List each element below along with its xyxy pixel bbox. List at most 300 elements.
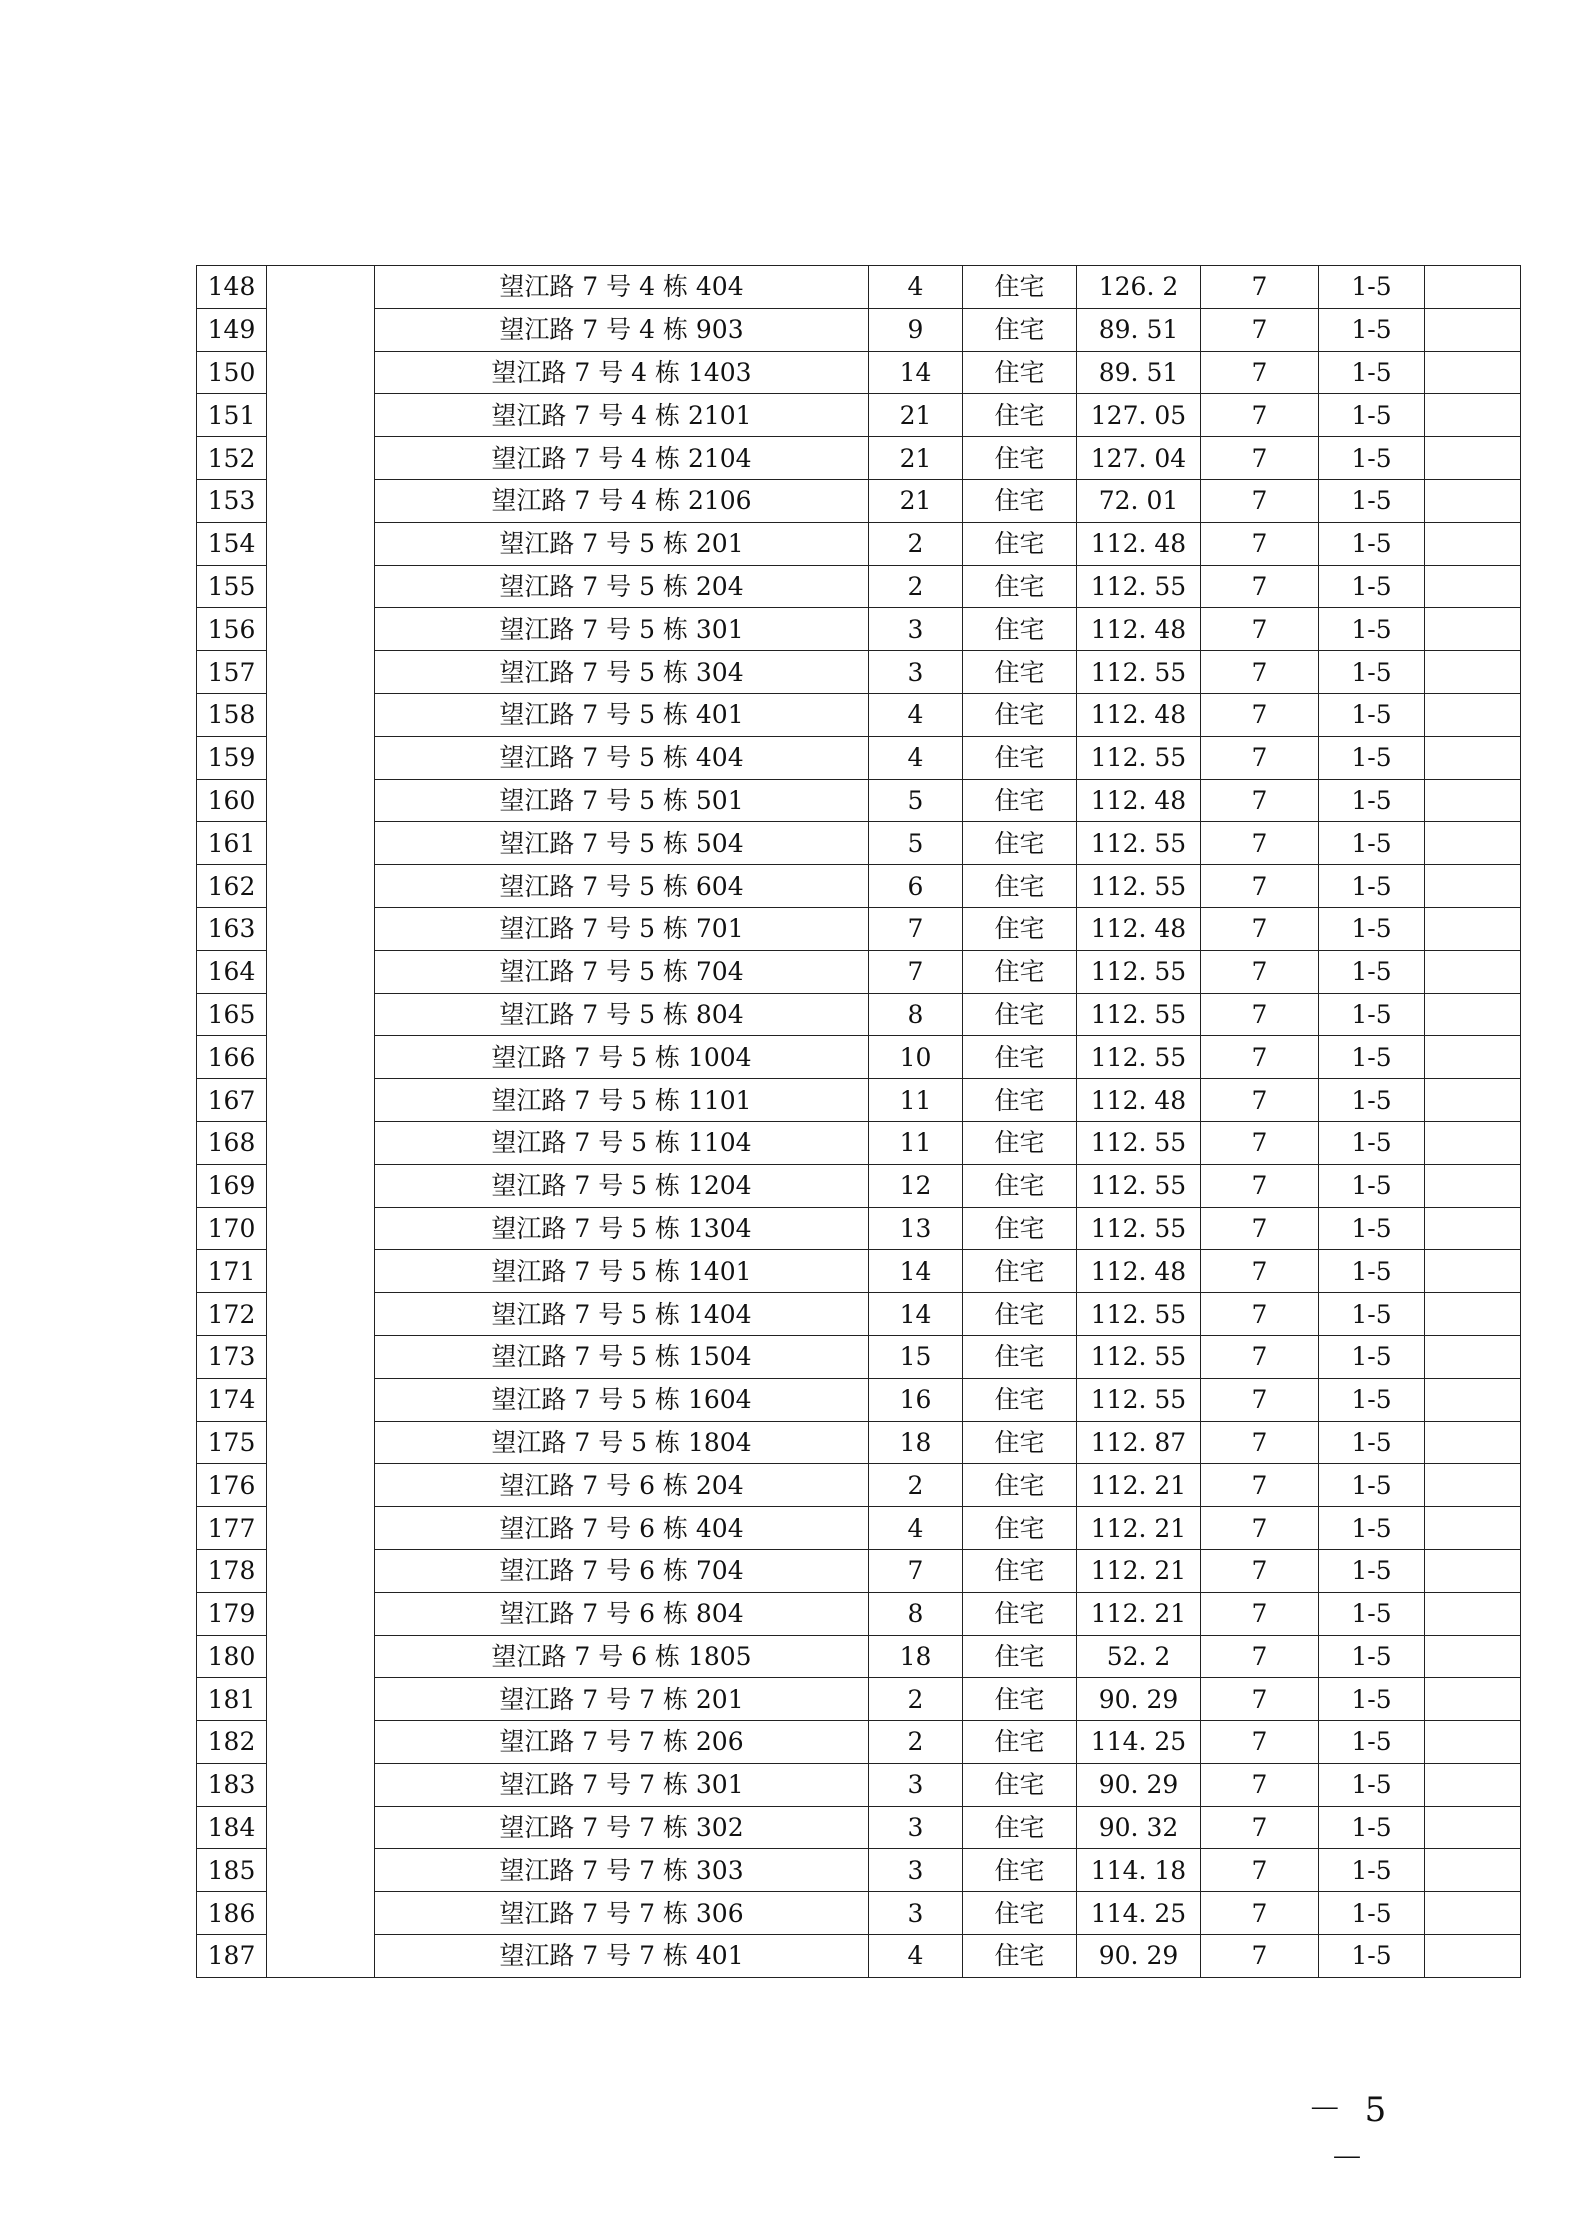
area-cell: 114. 25	[1077, 1721, 1201, 1764]
col9-cell	[1425, 1464, 1521, 1507]
row-number-cell: 157	[197, 651, 267, 694]
col9-cell	[1425, 993, 1521, 1036]
row-number-cell: 160	[197, 779, 267, 822]
address-cell: 望江路 7 号 5 栋 1804	[375, 1421, 869, 1464]
usage-cell: 住宅	[963, 1592, 1077, 1635]
row-number-cell: 174	[197, 1378, 267, 1421]
address-cell: 望江路 7 号 7 栋 301	[375, 1763, 869, 1806]
area-cell: 90. 32	[1077, 1806, 1201, 1849]
usage-cell: 住宅	[963, 522, 1077, 565]
address-cell: 望江路 7 号 5 栋 1204	[375, 1164, 869, 1207]
col7-cell: 7	[1201, 1079, 1319, 1122]
address-cell: 望江路 7 号 7 栋 201	[375, 1678, 869, 1721]
col7-cell: 7	[1201, 608, 1319, 651]
col8-cell: 1-5	[1319, 1892, 1425, 1935]
address-cell: 望江路 7 号 5 栋 501	[375, 779, 869, 822]
col7-cell: 7	[1201, 522, 1319, 565]
area-cell: 112. 55	[1077, 993, 1201, 1036]
floor-cell: 7	[869, 950, 963, 993]
col7-cell: 7	[1201, 1293, 1319, 1336]
area-cell: 112. 55	[1077, 1293, 1201, 1336]
usage-cell: 住宅	[963, 1549, 1077, 1592]
col7-cell: 7	[1201, 1763, 1319, 1806]
col7-cell: 7	[1201, 1806, 1319, 1849]
area-cell: 112. 48	[1077, 1250, 1201, 1293]
floor-cell: 14	[869, 1293, 963, 1336]
floor-cell: 4	[869, 736, 963, 779]
col8-cell: 1-5	[1319, 1421, 1425, 1464]
usage-cell: 住宅	[963, 693, 1077, 736]
floor-cell: 11	[869, 1079, 963, 1122]
address-cell: 望江路 7 号 5 栋 604	[375, 865, 869, 908]
area-cell: 114. 18	[1077, 1849, 1201, 1892]
address-cell: 望江路 7 号 7 栋 306	[375, 1892, 869, 1935]
address-cell: 望江路 7 号 6 栋 1805	[375, 1635, 869, 1678]
floor-cell: 4	[869, 266, 963, 309]
usage-cell: 住宅	[963, 1079, 1077, 1122]
row-number-cell: 162	[197, 865, 267, 908]
area-cell: 112. 55	[1077, 736, 1201, 779]
row-number-cell: 153	[197, 479, 267, 522]
col9-cell	[1425, 394, 1521, 437]
floor-cell: 8	[869, 1592, 963, 1635]
table-row	[197, 308, 1521, 351]
floor-cell: 21	[869, 437, 963, 480]
floor-cell: 2	[869, 1464, 963, 1507]
col8-cell: 1-5	[1319, 693, 1425, 736]
table-row	[197, 779, 1521, 822]
area-cell: 112. 48	[1077, 693, 1201, 736]
floor-cell: 6	[869, 865, 963, 908]
col7-cell: 7	[1201, 1592, 1319, 1635]
col7-cell: 7	[1201, 351, 1319, 394]
area-cell: 112. 21	[1077, 1464, 1201, 1507]
area-cell: 112. 48	[1077, 779, 1201, 822]
table-row	[197, 1549, 1521, 1592]
col7-cell: 7	[1201, 266, 1319, 309]
table-row	[197, 266, 1521, 309]
col8-cell: 1-5	[1319, 1678, 1425, 1721]
col9-cell	[1425, 1635, 1521, 1678]
col8-cell: 1-5	[1319, 394, 1425, 437]
col8-cell: 1-5	[1319, 479, 1425, 522]
row-number-cell: 170	[197, 1207, 267, 1250]
col9-cell	[1425, 865, 1521, 908]
row-number-cell: 186	[197, 1892, 267, 1935]
floor-cell: 12	[869, 1164, 963, 1207]
col8-cell: 1-5	[1319, 1036, 1425, 1079]
col7-cell: 7	[1201, 1507, 1319, 1550]
col7-cell: 7	[1201, 1036, 1319, 1079]
row-number-cell: 169	[197, 1164, 267, 1207]
area-cell: 112. 48	[1077, 907, 1201, 950]
col9-cell	[1425, 1164, 1521, 1207]
row-number-cell: 150	[197, 351, 267, 394]
floor-cell: 3	[869, 651, 963, 694]
col8-cell: 1-5	[1319, 1335, 1425, 1378]
area-cell: 112. 21	[1077, 1549, 1201, 1592]
table-row	[197, 565, 1521, 608]
usage-cell: 住宅	[963, 950, 1077, 993]
col9-cell	[1425, 1549, 1521, 1592]
area-cell: 112. 55	[1077, 950, 1201, 993]
table-row	[197, 693, 1521, 736]
row-number-cell: 187	[197, 1935, 267, 1978]
row-number-cell: 177	[197, 1507, 267, 1550]
col8-cell: 1-5	[1319, 608, 1425, 651]
col7-cell: 7	[1201, 993, 1319, 1036]
usage-cell: 住宅	[963, 1678, 1077, 1721]
col9-cell	[1425, 266, 1521, 309]
col9-cell	[1425, 736, 1521, 779]
usage-cell: 住宅	[963, 822, 1077, 865]
address-cell: 望江路 7 号 5 栋 1304	[375, 1207, 869, 1250]
table-row	[197, 993, 1521, 1036]
usage-cell: 住宅	[963, 351, 1077, 394]
floor-cell: 3	[869, 1763, 963, 1806]
table-row	[197, 1464, 1521, 1507]
col8-cell: 1-5	[1319, 1464, 1425, 1507]
usage-cell: 住宅	[963, 308, 1077, 351]
page-number: － 5 －	[1307, 2090, 1393, 2179]
table-row	[197, 822, 1521, 865]
floor-cell: 3	[869, 608, 963, 651]
col8-cell: 1-5	[1319, 1293, 1425, 1336]
col7-cell: 7	[1201, 950, 1319, 993]
col7-cell: 7	[1201, 907, 1319, 950]
col9-cell	[1425, 308, 1521, 351]
address-cell: 望江路 7 号 5 栋 1404	[375, 1293, 869, 1336]
row-number-cell: 172	[197, 1293, 267, 1336]
col7-cell: 7	[1201, 1207, 1319, 1250]
table-row	[197, 950, 1521, 993]
area-cell: 112. 55	[1077, 565, 1201, 608]
usage-cell: 住宅	[963, 1335, 1077, 1378]
col8-cell: 1-5	[1319, 907, 1425, 950]
floor-cell: 4	[869, 1935, 963, 1978]
col8-cell: 1-5	[1319, 1079, 1425, 1122]
col8-cell: 1-5	[1319, 1507, 1425, 1550]
col8-cell: 1-5	[1319, 1164, 1425, 1207]
floor-cell: 2	[869, 1678, 963, 1721]
col9-cell	[1425, 1293, 1521, 1336]
col7-cell: 7	[1201, 1421, 1319, 1464]
usage-cell: 住宅	[963, 1293, 1077, 1336]
address-cell: 望江路 7 号 5 栋 1604	[375, 1378, 869, 1421]
floor-cell: 9	[869, 308, 963, 351]
area-cell: 112. 87	[1077, 1421, 1201, 1464]
floor-cell: 7	[869, 1549, 963, 1592]
row-number-cell: 167	[197, 1079, 267, 1122]
col7-cell: 7	[1201, 479, 1319, 522]
col9-cell	[1425, 1378, 1521, 1421]
address-cell: 望江路 7 号 5 栋 1104	[375, 1121, 869, 1164]
address-cell: 望江路 7 号 4 栋 404	[375, 266, 869, 309]
area-cell: 127. 04	[1077, 437, 1201, 480]
address-cell: 望江路 7 号 6 栋 704	[375, 1549, 869, 1592]
area-cell: 112. 55	[1077, 822, 1201, 865]
usage-cell: 住宅	[963, 993, 1077, 1036]
floor-cell: 4	[869, 693, 963, 736]
row-number-cell: 181	[197, 1678, 267, 1721]
table-row	[197, 1806, 1521, 1849]
row-number-cell: 159	[197, 736, 267, 779]
table-row	[197, 1421, 1521, 1464]
table-row	[197, 736, 1521, 779]
table-row	[197, 608, 1521, 651]
col7-cell: 7	[1201, 1849, 1319, 1892]
usage-cell: 住宅	[963, 1763, 1077, 1806]
area-cell: 89. 51	[1077, 351, 1201, 394]
table-row	[197, 1378, 1521, 1421]
col9-cell	[1425, 479, 1521, 522]
row-number-cell: 173	[197, 1335, 267, 1378]
table-row	[197, 1079, 1521, 1122]
row-number-cell: 154	[197, 522, 267, 565]
floor-cell: 16	[869, 1378, 963, 1421]
address-cell: 望江路 7 号 5 栋 404	[375, 736, 869, 779]
address-cell: 望江路 7 号 6 栋 204	[375, 1464, 869, 1507]
col7-cell: 7	[1201, 1250, 1319, 1293]
row-number-cell: 166	[197, 1036, 267, 1079]
row-number-cell: 155	[197, 565, 267, 608]
table-row	[197, 1592, 1521, 1635]
table-row	[197, 1164, 1521, 1207]
usage-cell: 住宅	[963, 1207, 1077, 1250]
address-cell: 望江路 7 号 4 栋 903	[375, 308, 869, 351]
area-cell: 114. 25	[1077, 1892, 1201, 1935]
col9-cell	[1425, 1121, 1521, 1164]
address-cell: 望江路 7 号 5 栋 704	[375, 950, 869, 993]
row-number-cell: 183	[197, 1763, 267, 1806]
table-row	[197, 1250, 1521, 1293]
usage-cell: 住宅	[963, 1507, 1077, 1550]
floor-cell: 21	[869, 394, 963, 437]
address-cell: 望江路 7 号 7 栋 303	[375, 1849, 869, 1892]
address-cell: 望江路 7 号 5 栋 1504	[375, 1335, 869, 1378]
area-cell: 90. 29	[1077, 1763, 1201, 1806]
col9-cell	[1425, 522, 1521, 565]
address-cell: 望江路 7 号 5 栋 1401	[375, 1250, 869, 1293]
floor-cell: 2	[869, 522, 963, 565]
area-cell: 52. 2	[1077, 1635, 1201, 1678]
usage-cell: 住宅	[963, 907, 1077, 950]
table-row	[197, 1335, 1521, 1378]
col7-cell: 7	[1201, 308, 1319, 351]
address-cell: 望江路 7 号 5 栋 701	[375, 907, 869, 950]
area-cell: 90. 29	[1077, 1935, 1201, 1978]
col9-cell	[1425, 1806, 1521, 1849]
area-cell: 126. 2	[1077, 266, 1201, 309]
col9-cell	[1425, 822, 1521, 865]
floor-cell: 14	[869, 1250, 963, 1293]
area-cell: 112. 55	[1077, 1121, 1201, 1164]
col8-cell: 1-5	[1319, 651, 1425, 694]
address-cell: 望江路 7 号 5 栋 804	[375, 993, 869, 1036]
table-row	[197, 394, 1521, 437]
col8-cell: 1-5	[1319, 779, 1425, 822]
col8-cell: 1-5	[1319, 1121, 1425, 1164]
address-cell: 望江路 7 号 5 栋 1004	[375, 1036, 869, 1079]
col7-cell: 7	[1201, 1935, 1319, 1978]
floor-cell: 13	[869, 1207, 963, 1250]
col7-cell: 7	[1201, 565, 1319, 608]
floor-cell: 18	[869, 1635, 963, 1678]
usage-cell: 住宅	[963, 1250, 1077, 1293]
col9-cell	[1425, 1678, 1521, 1721]
floor-cell: 4	[869, 1507, 963, 1550]
col9-cell	[1425, 437, 1521, 480]
address-cell: 望江路 7 号 7 栋 206	[375, 1721, 869, 1764]
col9-cell	[1425, 1763, 1521, 1806]
row-number-cell: 165	[197, 993, 267, 1036]
col8-cell: 1-5	[1319, 1378, 1425, 1421]
table-row	[197, 651, 1521, 694]
address-cell: 望江路 7 号 7 栋 401	[375, 1935, 869, 1978]
col7-cell: 7	[1201, 1464, 1319, 1507]
col8-cell: 1-5	[1319, 1806, 1425, 1849]
floor-cell: 5	[869, 779, 963, 822]
col8-cell: 1-5	[1319, 308, 1425, 351]
address-cell: 望江路 7 号 6 栋 404	[375, 1507, 869, 1550]
row-number-cell: 179	[197, 1592, 267, 1635]
table-body	[197, 266, 1521, 1978]
row-number-cell: 152	[197, 437, 267, 480]
floor-cell: 2	[869, 565, 963, 608]
usage-cell: 住宅	[963, 1036, 1077, 1079]
row-number-cell: 171	[197, 1250, 267, 1293]
col7-cell: 7	[1201, 1121, 1319, 1164]
address-cell: 望江路 7 号 4 栋 2106	[375, 479, 869, 522]
usage-cell: 住宅	[963, 1806, 1077, 1849]
row-number-cell: 185	[197, 1849, 267, 1892]
usage-cell: 住宅	[963, 1464, 1077, 1507]
usage-cell: 住宅	[963, 565, 1077, 608]
usage-cell: 住宅	[963, 1378, 1077, 1421]
floor-cell: 8	[869, 993, 963, 1036]
area-cell: 112. 21	[1077, 1592, 1201, 1635]
row-number-cell: 164	[197, 950, 267, 993]
area-cell: 112. 48	[1077, 608, 1201, 651]
table-row	[197, 1036, 1521, 1079]
col8-cell: 1-5	[1319, 1935, 1425, 1978]
usage-cell: 住宅	[963, 1421, 1077, 1464]
row-number-cell: 178	[197, 1549, 267, 1592]
table-row	[197, 1207, 1521, 1250]
table-row	[197, 437, 1521, 480]
col8-cell: 1-5	[1319, 437, 1425, 480]
table-row	[197, 1935, 1521, 1978]
col7-cell: 7	[1201, 822, 1319, 865]
col9-cell	[1425, 351, 1521, 394]
row-number-cell: 148	[197, 266, 267, 309]
usage-cell: 住宅	[963, 608, 1077, 651]
area-cell: 89. 51	[1077, 308, 1201, 351]
col7-cell: 7	[1201, 693, 1319, 736]
col8-cell: 1-5	[1319, 822, 1425, 865]
floor-cell: 3	[869, 1806, 963, 1849]
col9-cell	[1425, 651, 1521, 694]
property-table	[196, 265, 1521, 1978]
table-row	[197, 1121, 1521, 1164]
area-cell: 112. 55	[1077, 1207, 1201, 1250]
address-cell: 望江路 7 号 5 栋 201	[375, 522, 869, 565]
col8-cell: 1-5	[1319, 522, 1425, 565]
address-cell: 望江路 7 号 4 栋 2104	[375, 437, 869, 480]
floor-cell: 21	[869, 479, 963, 522]
floor-cell: 3	[869, 1849, 963, 1892]
usage-cell: 住宅	[963, 437, 1077, 480]
col7-cell: 7	[1201, 736, 1319, 779]
row-number-cell: 161	[197, 822, 267, 865]
area-cell: 72. 01	[1077, 479, 1201, 522]
floor-cell: 14	[869, 351, 963, 394]
row-number-cell: 176	[197, 1464, 267, 1507]
table-row	[197, 1721, 1521, 1764]
usage-cell: 住宅	[963, 779, 1077, 822]
col9-cell	[1425, 950, 1521, 993]
col8-cell: 1-5	[1319, 1250, 1425, 1293]
col7-cell: 7	[1201, 437, 1319, 480]
row-number-cell: 180	[197, 1635, 267, 1678]
col9-cell	[1425, 608, 1521, 651]
area-cell: 112. 55	[1077, 1164, 1201, 1207]
col8-cell: 1-5	[1319, 1207, 1425, 1250]
col8-cell: 1-5	[1319, 993, 1425, 1036]
col9-cell	[1425, 1250, 1521, 1293]
table-row	[197, 1507, 1521, 1550]
address-cell: 望江路 7 号 5 栋 504	[375, 822, 869, 865]
row-number-cell: 156	[197, 608, 267, 651]
table-row	[197, 522, 1521, 565]
col8-cell: 1-5	[1319, 1635, 1425, 1678]
col8-cell: 1-5	[1319, 736, 1425, 779]
col8-cell: 1-5	[1319, 266, 1425, 309]
address-cell: 望江路 7 号 4 栋 1403	[375, 351, 869, 394]
col9-cell	[1425, 693, 1521, 736]
area-cell: 112. 55	[1077, 1036, 1201, 1079]
col7-cell: 7	[1201, 1678, 1319, 1721]
table-row	[197, 351, 1521, 394]
usage-cell: 住宅	[963, 394, 1077, 437]
area-cell: 112. 55	[1077, 651, 1201, 694]
col9-cell	[1425, 1721, 1521, 1764]
usage-cell: 住宅	[963, 266, 1077, 309]
col9-cell	[1425, 1079, 1521, 1122]
col7-cell: 7	[1201, 1721, 1319, 1764]
usage-cell: 住宅	[963, 479, 1077, 522]
col8-cell: 1-5	[1319, 1592, 1425, 1635]
col9-cell	[1425, 565, 1521, 608]
col8-cell: 1-5	[1319, 1721, 1425, 1764]
row-number-cell: 182	[197, 1721, 267, 1764]
col9-cell	[1425, 1335, 1521, 1378]
usage-cell: 住宅	[963, 1849, 1077, 1892]
row-number-cell: 163	[197, 907, 267, 950]
table-row	[197, 1293, 1521, 1336]
table-row	[197, 1849, 1521, 1892]
col7-cell: 7	[1201, 1335, 1319, 1378]
address-cell: 望江路 7 号 7 栋 302	[375, 1806, 869, 1849]
col9-cell	[1425, 1849, 1521, 1892]
col8-cell: 1-5	[1319, 1849, 1425, 1892]
col8-cell: 1-5	[1319, 865, 1425, 908]
col7-cell: 7	[1201, 1549, 1319, 1592]
col9-cell	[1425, 779, 1521, 822]
area-cell: 112. 21	[1077, 1507, 1201, 1550]
col8-cell: 1-5	[1319, 1549, 1425, 1592]
row-number-cell: 184	[197, 1806, 267, 1849]
